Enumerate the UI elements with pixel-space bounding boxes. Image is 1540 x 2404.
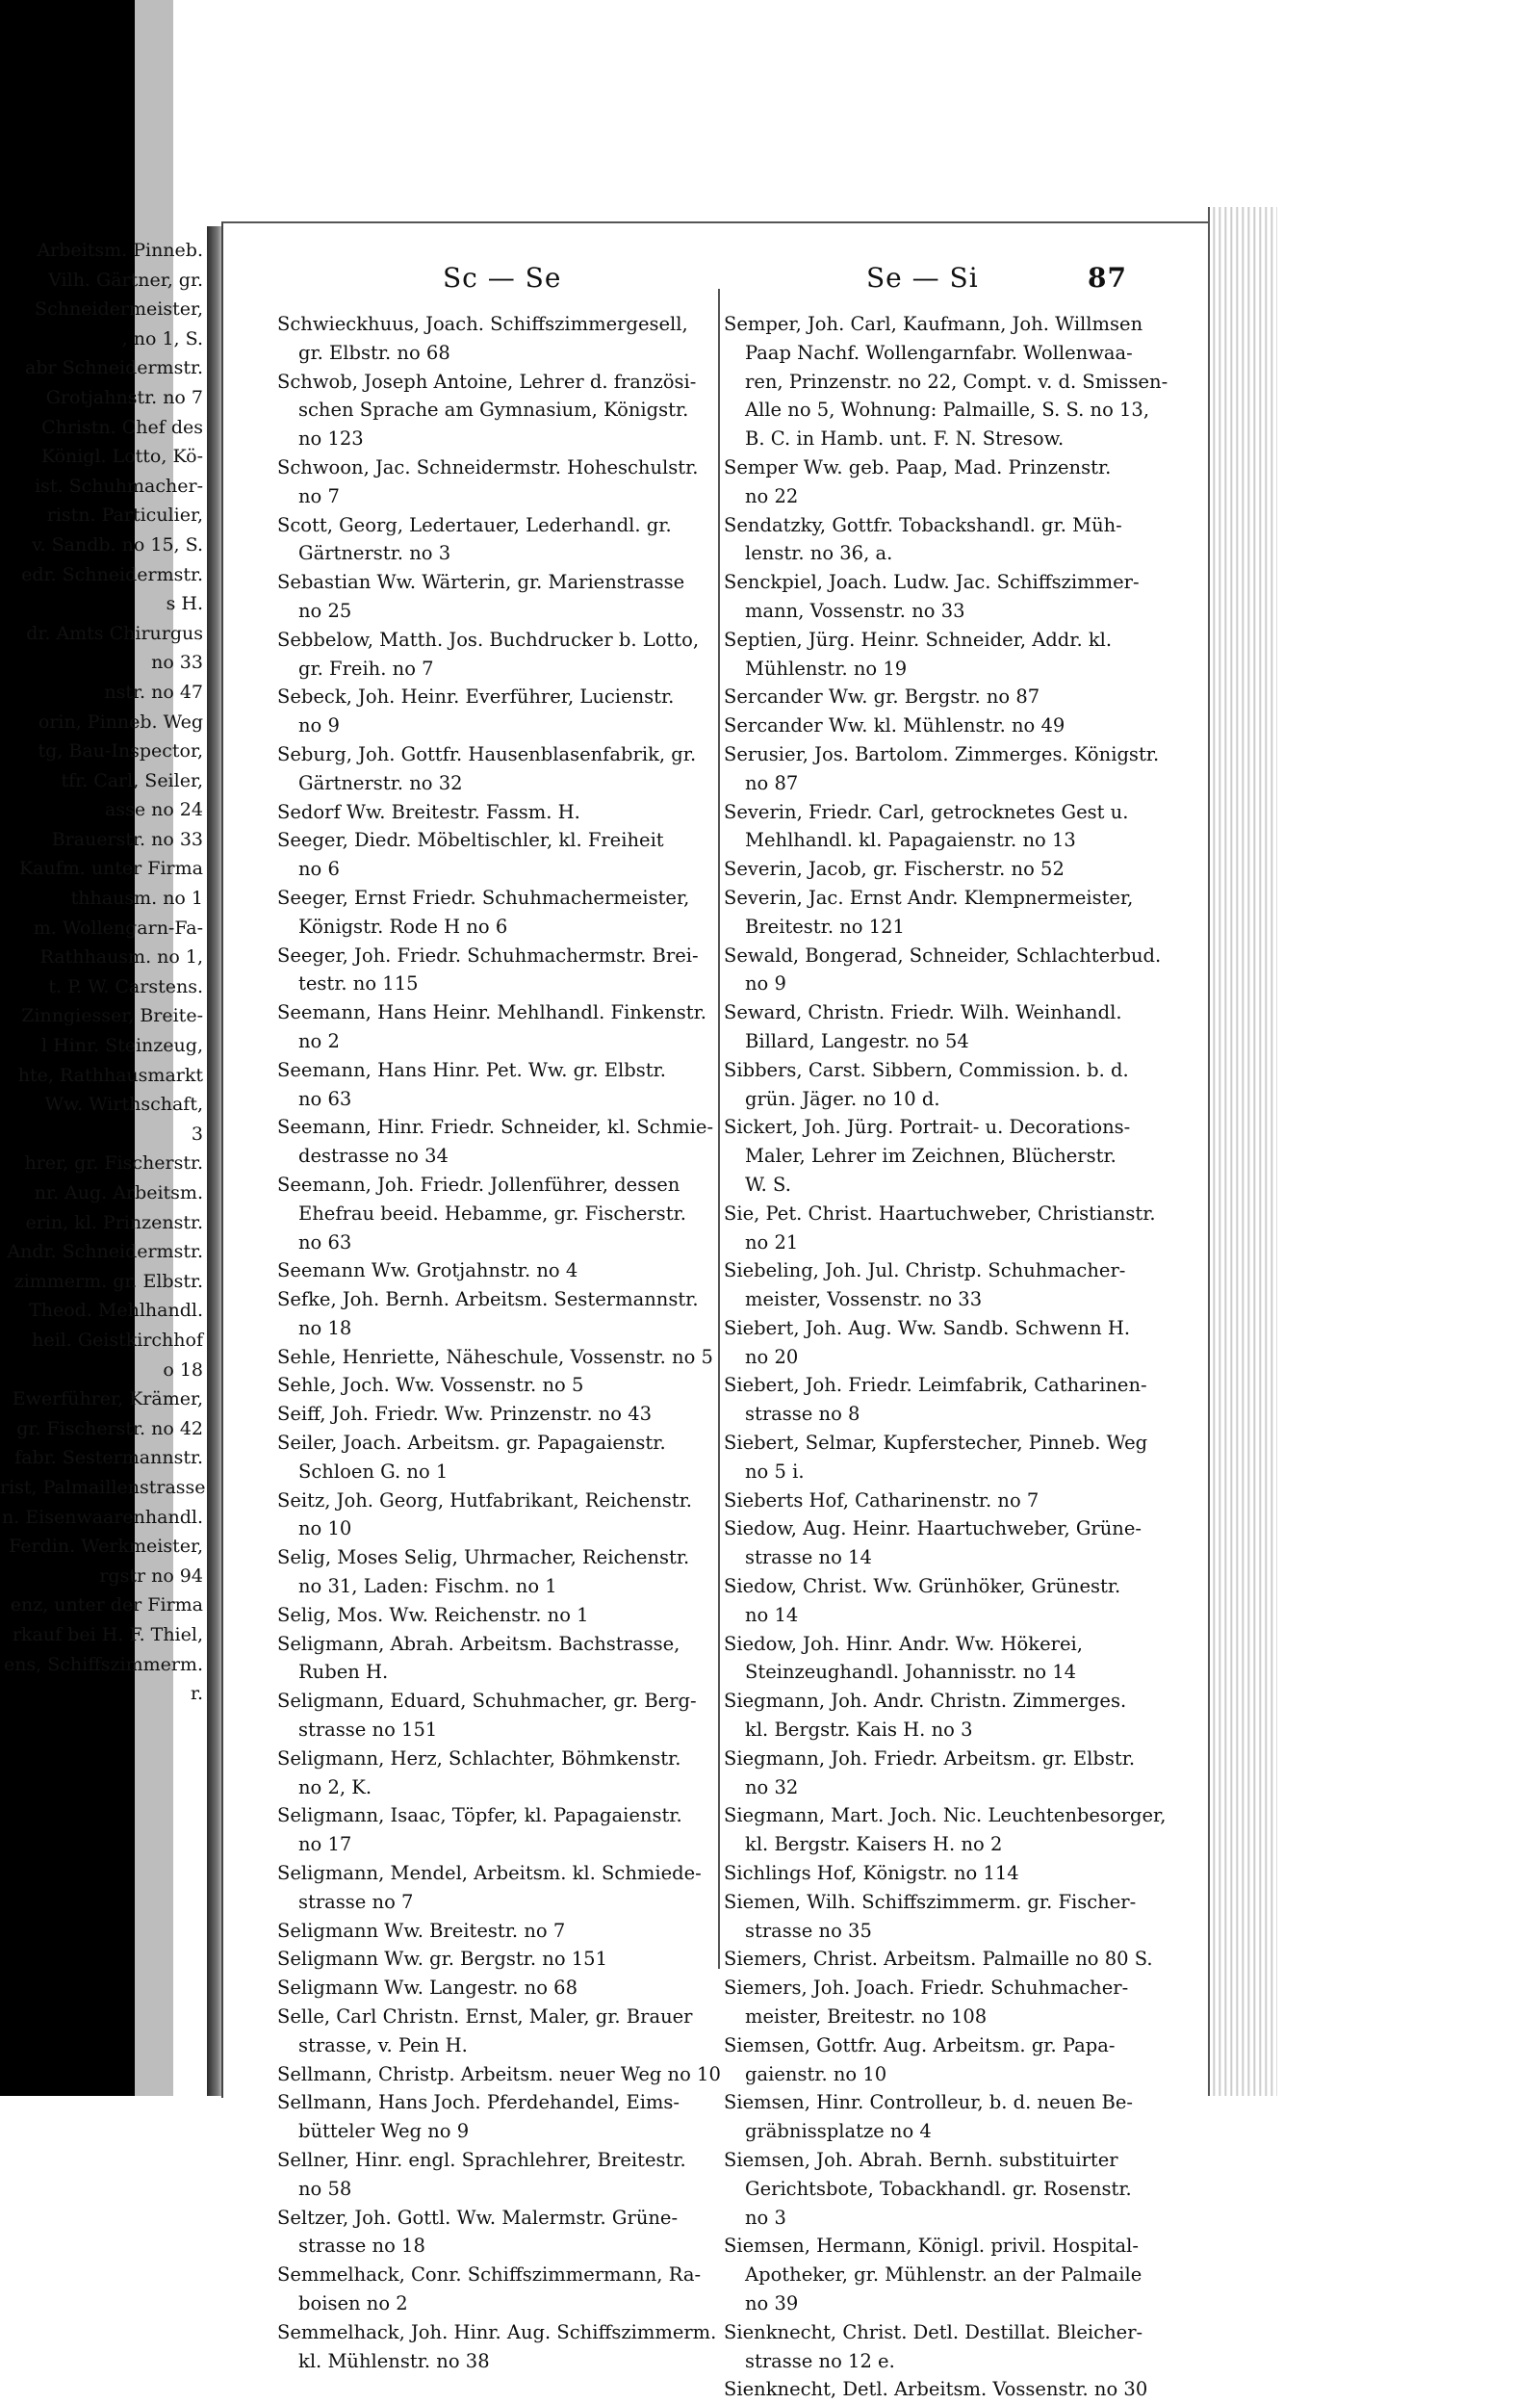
entry-continuation-line: no 39 [745,2291,799,2314]
entry-continuation-line: Billard, Langestr. no 54 [745,1029,969,1052]
entry-line: Semmelhack, Conr. Schiffszimmermann, Ra- [277,2263,702,2287]
fragment-line: , no 1, S. [121,327,203,349]
fragment-line: v. Sandb. no 15, S. [32,533,203,556]
entry-continuation-line: no 18 [298,1316,352,1339]
entry-continuation-line: Schloen G. no 1 [298,1460,449,1483]
entry-continuation-line: no 58 [298,2177,352,2200]
header-left-range: Sc — Se [443,262,562,294]
entry-line: Seeger, Ernst Friedr. Schuhmachermeister, [277,886,690,909]
fragment-line: erin, kl. Prinzenstr. [25,1211,203,1233]
entry-continuation-line: no 123 [298,427,364,451]
entry-continuation-line: Mehlhandl. kl. Papagaienstr. no 13 [745,829,1076,852]
entry-line: Selig, Mos. Ww. Reichenstr. no 1 [277,1603,589,1626]
entry-line: Selig, Moses Selig, Uhrmacher, Reichenstr. [277,1546,690,1569]
entry-continuation-line: strasse, v. Pein H. [298,2033,468,2056]
fragment-line: ristn. Particulier, [46,504,203,527]
entry-continuation-line: gräbnissplatze no 4 [745,2120,932,2143]
entry-continuation-line: schen Sprache am Gymnasium, Königstr. [298,399,689,422]
entry-continuation-line: grün. Jäger. no 10 d. [745,1087,940,1110]
entry-line: Schwieckhuus, Joach. Schiffszimmergesell, [277,313,688,335]
entry-continuation-line: no 10 [298,1517,352,1540]
fragment-line: t. P. W. Carstens. [48,975,203,997]
previous-page-text-fragment [0,236,207,1709]
entry-line: Seburg, Joh. Gottfr. Hausenblasenfabrik, gr. [277,742,697,765]
entry-line: Sehle, Joch. Ww. Vossenstr. no 5 [277,1374,584,1397]
entry-line: Scott, Georg, Ledertauer, Lederhandl. gr. [277,513,672,536]
entry-line: Siebeling, Joh. Jul. Christp. Schuhmacher- [724,1259,1126,1282]
fragment-line: hrer, gr. Fischerstr. [24,1152,203,1175]
fragment-line: Christn. Chef des [41,416,203,438]
entry-continuation-line: no 21 [745,1230,799,1254]
entry-continuation-line: strasse no 8 [745,1403,860,1426]
header-right-range: Se — Si [866,262,979,294]
entry-line: Siegmann, Joh. Friedr. Arbeitsm. gr. Elbstr. [724,1746,1136,1770]
entry-line: Siemers, Christ. Arbeitsm. Palmaille no 80 S. [724,1948,1153,1971]
entry-continuation-line: W. S. [745,1173,791,1196]
fragment-line: Theod. Mehlhandl. [29,1300,203,1322]
fragment-line: tg, Bau-Inspector, [38,740,203,763]
entry-line: Selle, Carl Christn. Ernst, Maler, gr. Brauer [277,2005,693,2029]
entry-continuation-line: Apotheker, gr. Mühlenstr. an der Palmaile [745,2263,1142,2287]
entry-continuation-line: no 20 [745,1345,799,1368]
entry-line: Siegmann, Joh. Andr. Christn. Zimmerges. [724,1690,1127,1713]
entry-line: Siegmann, Mart. Joch. Nic. Leuchtenbesorger, [724,1804,1167,1827]
entry-continuation-line: Alle no 5, Wohnung: Palmaille, S. S. no 13, [745,399,1150,422]
entry-continuation-line: testr. no 115 [298,972,419,995]
entry-continuation-line: Steinzeughandl. Johannisstr. no 14 [745,1661,1077,1684]
entry-line: Seeger, Diedr. Möbeltischler, kl. Freiheit [277,829,664,852]
entry-line: Seiff, Joh. Friedr. Ww. Prinzenstr. no 43 [277,1403,653,1426]
entry-line: Seligmann, Isaac, Töpfer, kl. Papagaienstr. [277,1804,682,1827]
entry-line: Sebeck, Joh. Heinr. Everführer, Lucienstr. [277,685,675,709]
entry-line: Sienknecht, Christ. Detl. Destillat. Bleicher- [724,2320,1143,2343]
entry-line: Seltzer, Joh. Gottl. Ww. Malermstr. Grüne- [277,2206,679,2229]
entry-line: Sercander Ww. gr. Bergstr. no 87 [724,685,1040,709]
entry-line: Sieberts Hof, Catharinenstr. no 7 [724,1488,1040,1512]
fragment-line: Arbeitsm. Pinneb. [37,240,203,261]
entry-continuation-line: kl. Bergstr. Kais H. no 3 [745,1719,973,1742]
fragment-line: enz, unter der Firma [10,1594,203,1616]
entry-continuation-line: bütteler Weg no 9 [298,2120,470,2143]
entry-line: Siemsen, Hermann, Königl. privil. Hospital- [724,2235,1140,2258]
entry-line: Sedorf Ww. Breitestr. Fassm. H. [277,800,580,823]
right-directory-column [724,310,1176,2404]
entry-continuation-line: ren, Prinzenstr. no 22, Compt. v. d. Smissen- [745,370,1168,393]
page-number: 87 [1088,262,1127,294]
entry-continuation-line: Gärtnerstr. no 3 [298,542,451,565]
fragment-line: edr. Schneidermstr. [21,563,203,585]
entry-line: Seligmann, Eduard, Schuhmacher, gr. Berg- [277,1690,697,1713]
entry-line: Septien, Jürg. Heinr. Schneider, Addr. kl. [724,628,1113,651]
fragment-line: Ewerführer, Krämer, [12,1388,203,1410]
fragment-line: l Hinr. Steinzeug, [41,1035,203,1057]
entry-continuation-line: no 87 [745,771,799,794]
entry-continuation-line: no 2 [298,1029,340,1052]
fragment-line: nr. Aug. Arbeitsm. [34,1182,203,1203]
entry-line: Seligmann, Mendel, Arbeitsm. kl. Schmiede- [277,1862,702,1885]
entry-line: Sercander Ww. kl. Mühlenstr. no 49 [724,714,1065,737]
fragment-line: ens, Schiffszimmerm. [3,1653,203,1675]
entry-continuation-line: strasse no 35 [745,1919,872,1942]
entry-continuation-line: Königstr. Rode H no 6 [298,915,508,938]
entry-line: Siemsen, Joh. Abrah. Bernh. substituirter [724,2149,1118,2171]
entry-line: Schwoon, Jac. Schneidermstr. Hoheschulstr. [277,455,699,478]
entry-line: Schwob, Joseph Antoine, Lehrer d. französi- [277,370,697,393]
entry-line: Sie, Pet. Christ. Haartuchweber, Christianstr. [724,1202,1156,1225]
entry-continuation-line: no 17 [298,1833,352,1856]
page-stack-edge [1208,207,1277,2096]
entry-line: Sebbelow, Matth. Jos. Buchdrucker b. Lotto, [277,628,700,651]
entry-continuation-line: no 63 [298,1230,352,1254]
fragment-line: 3 [191,1123,203,1145]
entry-line: Seligmann Ww. Langestr. no 68 [277,1977,578,2000]
fragment-line: orin, Pinneb. Weg [38,711,203,733]
left-directory-column [277,310,721,2375]
fragment-line: thhausm. no 1 [70,888,203,910]
fragment-line: hte, Rathhausmarkt [17,1064,203,1086]
entry-line: Seemann Ww. Grotjahnstr. no 4 [277,1259,578,1282]
entry-line: Sefke, Joh. Bernh. Arbeitsm. Sestermannstr. [277,1288,699,1311]
entry-line: Senckpiel, Joach. Ludw. Jac. Schiffszimmer- [724,571,1140,594]
entry-line: Seligmann Ww. Breitestr. no 7 [277,1919,566,1942]
entry-line: Siemen, Wilh. Schiffszimmerm. gr. Fischer- [724,1890,1137,1913]
entry-line: Siedow, Joh. Hinr. Andr. Ww. Hökerei, [724,1632,1083,1655]
entry-line: Seemann, Hans Heinr. Mehlhandl. Finkenstr. [277,1001,707,1024]
entry-line: Serusier, Jos. Bartolom. Zimmerges. Königstr. [724,742,1160,765]
entry-line: Sewald, Bongerad, Schneider, Schlachterbud. [724,944,1162,967]
entry-continuation-line: no 9 [745,972,786,995]
entry-continuation-line: Maler, Lehrer im Zeichnen, Blücherstr. [745,1145,1116,1168]
fragment-line: Schneidermeister, [35,298,203,321]
entry-line: Seward, Christn. Friedr. Wilh. Weinhandl. [724,1001,1122,1024]
entry-line: Semper Ww. geb. Paap, Mad. Prinzenstr. [724,455,1112,478]
fragment-line: r. [190,1683,203,1705]
fragment-line: zimmerm. gr. Elbstr. [13,1270,203,1292]
entry-line: Sellner, Hinr. engl. Sprachlehrer, Breitestr. [277,2149,686,2171]
fragment-line: Ww. Wirthschaft, [44,1094,203,1116]
entry-line: Seligmann Ww. gr. Bergstr. no 151 [277,1948,607,1971]
entry-continuation-line: strasse no 7 [298,1890,414,1913]
entry-continuation-line: meister, Breitestr. no 108 [745,2005,988,2029]
entry-line: Siebert, Joh. Friedr. Leimfabrik, Catharinen- [724,1374,1147,1397]
entry-line: Severin, Jac. Ernst Andr. Klempnermeister, [724,886,1134,909]
entry-continuation-line: lenstr. no 36, a. [745,542,893,565]
entry-continuation-line: Ruben H. [298,1661,389,1684]
entry-continuation-line: strasse no 14 [745,1546,872,1569]
entry-continuation-line: Gerichtsbote, Tobackhandl. gr. Rosenstr. [745,2177,1132,2200]
fragment-line: s H. [166,593,203,615]
entry-continuation-line: gr. Elbstr. no 68 [298,341,450,364]
fragment-line: gr. Fischerstr. no 42 [16,1417,203,1439]
entry-line: Sickert, Joh. Jürg. Portrait- u. Decorations- [724,1116,1131,1139]
entry-line: Seemann, Hinr. Friedr. Schneider, kl. Schmie- [277,1116,714,1139]
fragment-line: rgstr no 94 [99,1564,203,1587]
fragment-line: Vilh. Gärtner, gr. [48,269,203,291]
fragment-line: no 33 [151,652,203,674]
entry-line: Seeger, Joh. Friedr. Schuhmachermstr. Brei- [277,944,699,967]
entry-line: Severin, Friedr. Carl, getrocknetes Gest u. [724,800,1129,823]
entry-continuation-line: Breitestr. no 121 [745,915,905,938]
entry-continuation-line: Ehefrau beeid. Hebamme, gr. Fischerstr. [298,1202,686,1225]
entry-line: Sellmann, Hans Joch. Pferdehandel, Eims- [277,2091,680,2114]
fragment-line: Ferdin. Werkmeister, [9,1536,203,1558]
fragment-line: asse no 24 [104,799,203,821]
entry-line: Sibbers, Carst. Sibbern, Commission. b. d. [724,1058,1129,1081]
entry-line: Sellmann, Christp. Arbeitsm. neuer Weg no 10 [277,2062,721,2085]
entry-continuation-line: no 7 [298,484,340,507]
entry-continuation-line: no 6 [298,858,340,881]
fragment-line: Kaufm. unter Firma [18,858,203,880]
fragment-line: abr Schneidermstr. [25,357,203,379]
entry-line: Seemann, Joh. Friedr. Jollenführer, dessen [277,1173,680,1196]
entry-continuation-line: boisen no 2 [298,2291,408,2314]
entry-line: Sendatzky, Gottfr. Tobackshandl. gr. Müh- [724,513,1122,536]
fragment-line: tfr. Carl, Seiler, [61,769,203,791]
entry-line: Seligmann, Abrah. Arbeitsm. Bachstrasse, [277,1632,680,1655]
fragment-line: heil. Geistkirchhof [32,1329,203,1351]
fragment-line: Brauerstr. no 33 [51,828,203,850]
entry-line: Sienknecht, Detl. Arbeitsm. Vossenstr. no 30 [724,2378,1148,2401]
entry-continuation-line: no 63 [298,1087,352,1110]
entry-continuation-line: kl. Bergstr. Kaisers H. no 2 [745,1833,1003,1856]
fragment-line: o 18 [163,1358,203,1381]
fragment-line: rkauf bei H. F. Thiel, [12,1623,203,1645]
entry-continuation-line: no 25 [298,599,352,622]
entry-continuation-line: destrasse no 34 [298,1145,449,1168]
column-divider [718,289,720,1969]
fragment-line: dr. Amts Chirurgus [26,622,203,644]
entry-continuation-line: B. C. in Hamb. unt. F. N. Stresow. [745,427,1065,451]
entry-continuation-line: gr. Freih. no 7 [298,657,434,680]
fragment-line: Grotjahnstr. no 7 [45,386,203,408]
entry-continuation-line: no 2, K. [298,1775,372,1798]
entry-line: Severin, Jacob, gr. Fischerstr. no 52 [724,858,1065,881]
entry-continuation-line: no 3 [745,2206,786,2229]
entry-continuation-line: strasse no 151 [298,1719,438,1742]
entry-line: Semper, Joh. Carl, Kaufmann, Joh. Willmsen [724,313,1143,335]
fragment-line: rist, Palmaillenstrasse [0,1476,206,1498]
entry-line: Siebert, Selmar, Kupferstecher, Pinneb. Weg [724,1432,1148,1455]
entry-continuation-line: mann, Vossenstr. no 33 [745,599,965,622]
entry-line: Sichlings Hof, Königstr. no 114 [724,1862,1019,1885]
entry-line: Seligmann, Herz, Schlachter, Böhmkenstr. [277,1746,681,1770]
entry-continuation-line: no 31, Laden: Fischm. no 1 [298,1575,557,1598]
entry-continuation-line: no 9 [298,714,340,737]
entry-continuation-line: no 5 i. [745,1460,805,1483]
entry-continuation-line: Mühlenstr. no 19 [745,657,908,680]
entry-continuation-line: strasse no 18 [298,2235,425,2258]
entry-line: Sehle, Henriette, Näheschule, Vossenstr. no 5 [277,1345,713,1368]
entry-line: Seiler, Joach. Arbeitsm. gr. Papagaienstr. [277,1432,666,1455]
entry-continuation-line: no 32 [745,1775,799,1798]
entry-line: Siebert, Joh. Aug. Ww. Sandb. Schwenn H. [724,1316,1131,1339]
fragment-line: fabr. Sestermannstr. [14,1447,203,1469]
fragment-line: m. Wollengarn-Fa- [33,917,203,939]
fragment-line: Andr. Schneidermstr. [7,1241,203,1263]
entry-line: Sebastian Ww. Wärterin, gr. Marienstrasse [277,571,685,594]
entry-continuation-line: no 14 [745,1603,799,1626]
entry-continuation-line: strasse no 12 e. [745,2349,895,2372]
entry-line: Siemsen, Hinr. Controlleur, b. d. neuen Be- [724,2091,1133,2114]
entry-continuation-line: meister, Vossenstr. no 33 [745,1288,983,1311]
entry-continuation-line: kl. Mühlenstr. no 38 [298,2349,490,2372]
entry-continuation-line: Paap Nachf. Wollengarnfabr. Wollenwaa- [745,341,1133,364]
entry-continuation-line: no 22 [745,484,799,507]
fragment-line: nstr. no 47 [104,681,203,703]
entry-line: Siedow, Aug. Heinr. Haartuchweber, Grüne- [724,1517,1142,1540]
entry-continuation-line: gaienstr. no 10 [745,2062,887,2085]
entry-line: Siemers, Joh. Joach. Friedr. Schuhmacher- [724,1977,1129,2000]
fragment-line: n. Eisenwaarenhandl. [1,1506,203,1528]
entry-line: Seemann, Hans Hinr. Pet. Ww. gr. Elbstr. [277,1058,666,1081]
entry-line: Siemsen, Gottfr. Aug. Arbeitsm. gr. Papa- [724,2033,1116,2056]
entry-line: Semmelhack, Joh. Hinr. Aug. Schiffszimmerm. [277,2320,717,2343]
fragment-line: ist. Schuhmacher- [35,475,203,497]
entry-continuation-line: Gärtnerstr. no 32 [298,771,463,794]
entry-line: Seitz, Joh. Georg, Hutfabrikant, Reichenstr. [277,1488,692,1512]
fragment-line: Königl. Lotto, Kö- [40,446,203,468]
fragment-line: Zinngiesser, Breite- [21,1005,203,1027]
fragment-line: Rathhausm. no 1, [39,946,203,969]
entry-line: Siedow, Christ. Ww. Grünhöker, Grünestr. [724,1575,1121,1598]
